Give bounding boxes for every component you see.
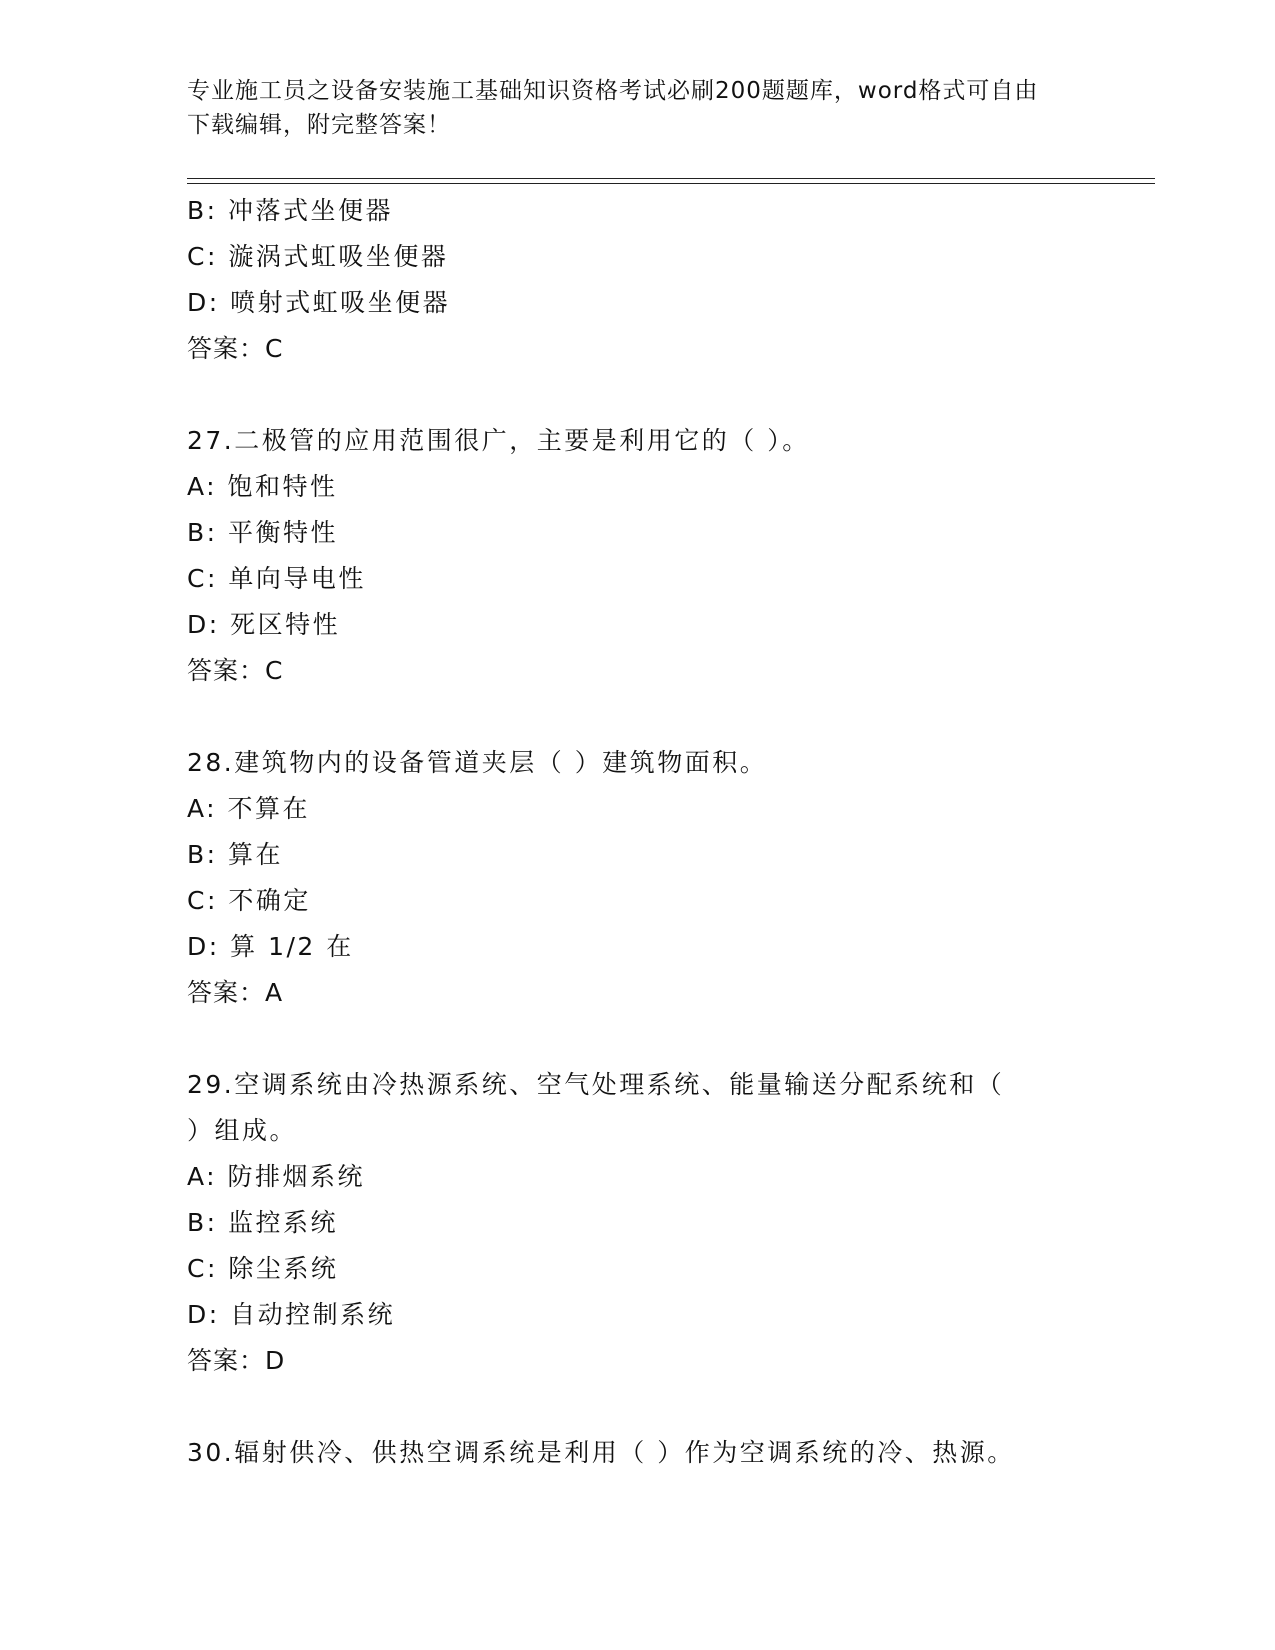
question-26-continued [187,188,1147,372]
header-line-1: 专业施工员之设备安装施工基础知识资格考试必刷200题题库，word格式可自由 [187,78,1039,104]
question-28 [187,740,1147,1016]
question-text: 30.辐射供冷、供热空调系统是利用（ ）作为空调系统的冷、热源。 [187,1438,1015,1467]
question-list [187,188,1147,1476]
option-c: C: 除尘系统 [187,1254,339,1283]
answer: 答案：C [187,334,284,363]
option-c: C: 漩涡式虹吸坐便器 [187,242,449,271]
question-29 [187,1062,1147,1384]
question-text: 27.二极管的应用范围很广，主要是利用它的（ ）。 [187,426,810,455]
option-b: B: 算在 [187,840,284,869]
option-d: D: 死区特性 [187,610,341,639]
option-b: B: 监控系统 [187,1208,339,1237]
option-c: C: 不确定 [187,886,311,915]
option-b: B: 冲落式坐便器 [187,196,394,225]
header-divider-bottom [187,183,1155,184]
question-27 [187,418,1147,694]
question-text-line-1: 29.空调系统由冷热源系统、空气处理系统、能量输送分配系统和（ [187,1070,1005,1099]
question-text: 28.建筑物内的设备管道夹层（ ）建筑物面积。 [187,748,768,777]
option-b: B: 平衡特性 [187,518,339,547]
answer: 答案：D [187,1346,286,1375]
answer: 答案：A [187,978,284,1007]
option-d: D: 自动控制系统 [187,1300,396,1329]
option-a: A: 不算在 [187,794,311,823]
header-divider-top [187,178,1155,179]
header-line-2: 下载编辑，附完整答案！ [187,112,451,138]
question-30 [187,1430,1147,1476]
question-text-line-2: ）组成。 [187,1116,298,1145]
option-a: A: 防排烟系统 [187,1162,366,1191]
document-header [187,74,1067,142]
option-d: D: 喷射式虹吸坐便器 [187,288,451,317]
answer: 答案：C [187,656,284,685]
option-d: D: 算 1/2 在 [187,932,354,961]
option-c: C: 单向导电性 [187,564,366,593]
option-a: A: 饱和特性 [187,472,338,501]
